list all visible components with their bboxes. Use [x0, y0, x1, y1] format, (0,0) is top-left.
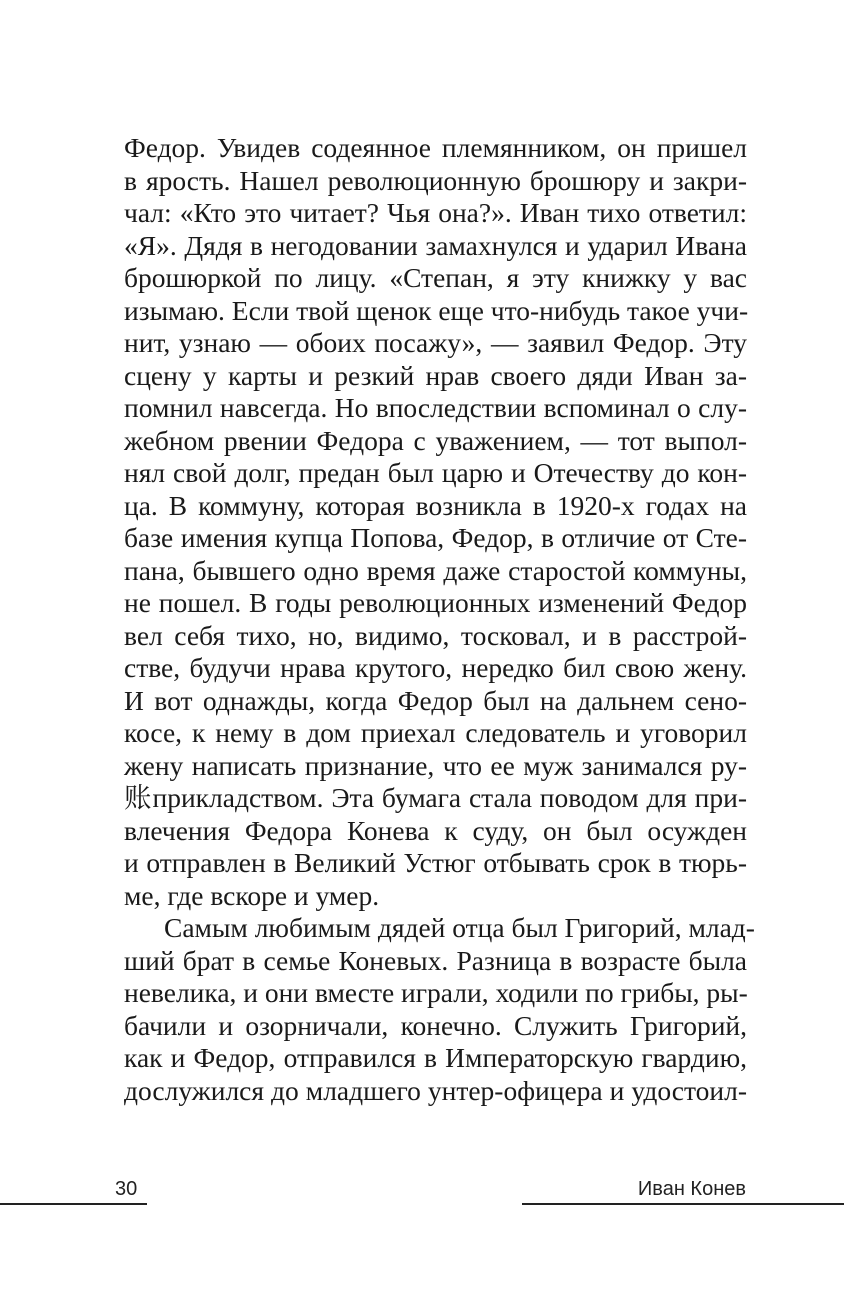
- text-line: Федор. Увидев содеянное племянником, он пришел: [124, 132, 747, 163]
- text-line: не пошел. В годы революционных изменений Федор: [124, 587, 747, 618]
- text-line: чал: «Кто это читает? Чья она?». Иван тихо ответил:: [124, 197, 747, 228]
- text-line: помнил навсегда. Но впоследствии вспоминал о слу-: [124, 392, 747, 423]
- text-line: Самым любимым дядей отца был Григорий, млад-: [164, 912, 755, 943]
- page-number: 30: [115, 1178, 138, 1200]
- text-line: сцену у карты и резкий нрав своего дяди Иван за-: [124, 359, 747, 391]
- running-head: Иван Конев: [637, 1178, 746, 1200]
- text-line: ший брат в семье Коневых. Разница в возрасте была: [124, 944, 747, 976]
- text-line: жену написать признание, что ее муж занимался ру-: [124, 749, 747, 781]
- footer-rule-left: [0, 1203, 147, 1205]
- text-line: базе имения купца Попова, Федор, в отличие от Сте-: [124, 522, 747, 553]
- text-line: стве, будучи нрава крутого, нередко бил свою жену.: [124, 652, 747, 683]
- text-line: ме, где вскоре и умер.: [124, 879, 380, 911]
- footer-rule-right: [522, 1203, 844, 1205]
- text-line: ца. В коммуну, которая возникла в 1920-х годах на: [124, 489, 747, 521]
- body-text: [124, 132, 755, 1107]
- text-line: дослужился до младшего унтер-офицера и удостоил-: [124, 1074, 747, 1106]
- text-line: как и Федор, отправился в Императорскую гвардию,: [124, 1042, 747, 1073]
- text-line: брошюркой по лицу. «Степан, я эту книжку у вас: [124, 262, 747, 293]
- text-line: жебном рвении Федора с уважением, — тот выпол-: [124, 424, 747, 456]
- text-line: изымаю. Если твой щенок еще что-нибудь такое учи-: [124, 294, 749, 326]
- text-line: 账прикладством. Эта бумага стала поводом для при-: [124, 782, 747, 813]
- text-line: косе, к нему в дом приехал следователь и уговорил: [124, 717, 747, 748]
- text-line: влечения Федора Конева к суду, он был осужден: [124, 814, 747, 846]
- text-line: нит, узнаю — обоих посажу», — заявил Федор. Эту: [124, 327, 747, 358]
- text-line: пана, бывшего одно время даже старостой коммуны,: [124, 554, 747, 586]
- text-line: невелика, и они вместе играли, ходили по грибы, ры-: [124, 977, 748, 1008]
- text-line: бачили и озорничали, конечно. Служить Григорий,: [124, 1009, 747, 1041]
- text-line: в ярость. Нашел революционную брошюру и закри-: [124, 164, 747, 196]
- text-line: И вот однажды, когда Федор был на дальнем сено-: [124, 684, 747, 716]
- text-line: и отправлен в Великий Устюг отбывать срок в тюрь-: [124, 847, 747, 878]
- text-line: вел себя тихо, но, видимо, тосковал, и в расстрой-: [124, 619, 747, 651]
- text-line: нял свой долг, предан был царю и Отечеству до кон-: [124, 457, 747, 488]
- text-line: «Я». Дядя в негодовании замахнулся и ударил Ивана: [124, 229, 747, 261]
